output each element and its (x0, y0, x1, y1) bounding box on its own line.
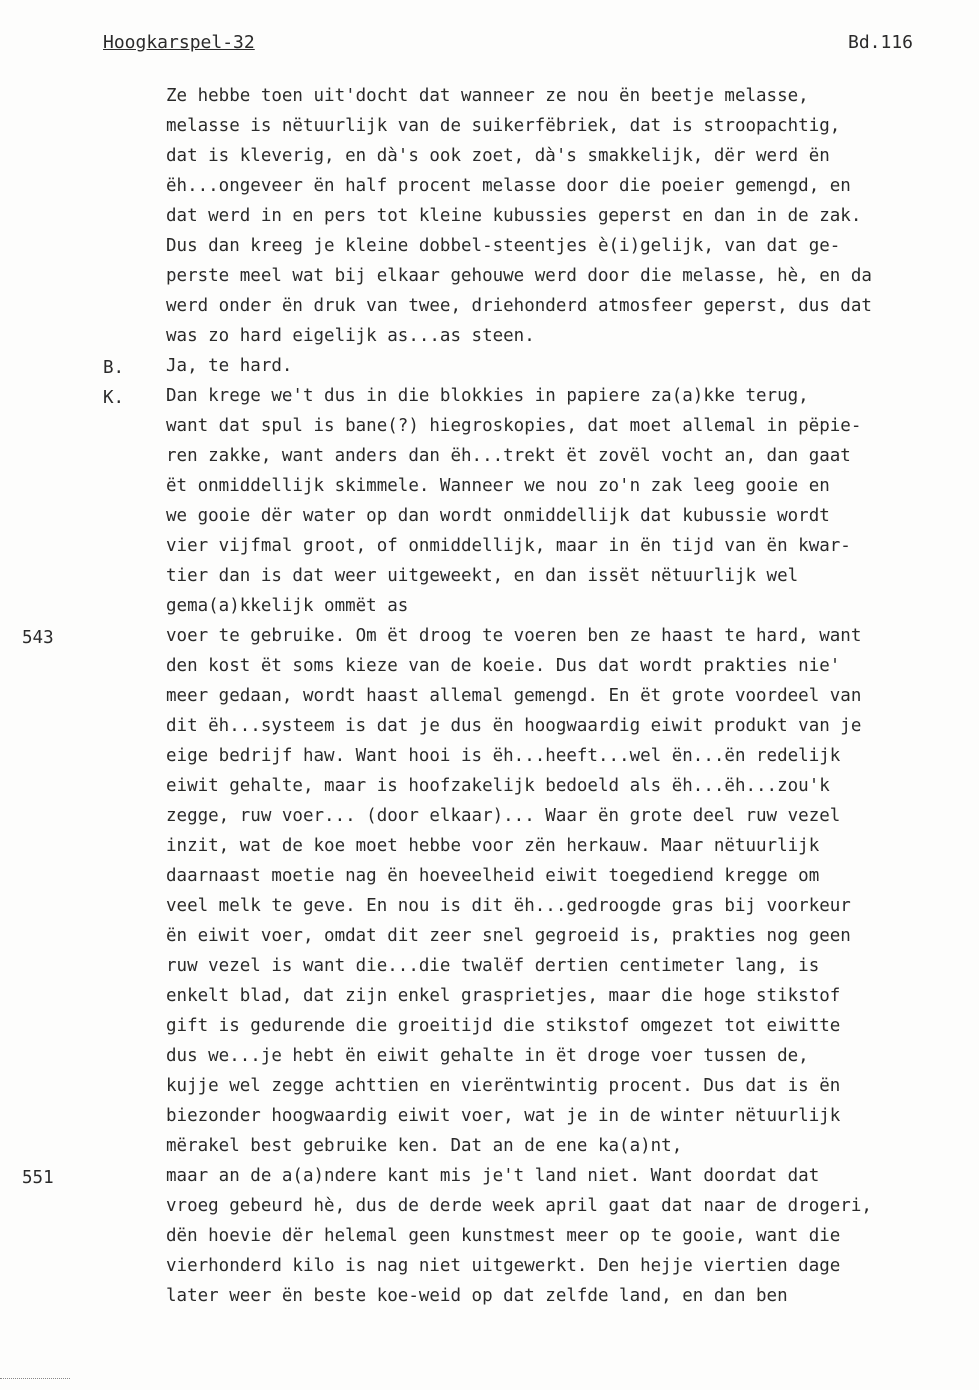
text-line: eige bedrijf haw. Want hooi is ëh...heeft...wel ën...ën redelijk (166, 746, 841, 766)
text-line: inzit, wat de koe moet hebbe voor zën herkauw. Maar nëtuurlijk (166, 836, 820, 856)
text-line: voer te gebruike. Om ët droog te voeren ben ze haast te hard, want (166, 626, 862, 646)
text-line: perste meel wat bij elkaar gehouwe werd door die melasse, hè, en da (166, 266, 872, 286)
text-line: ëh...ongeveer ën half procent melasse door die poeier gemengd, en (166, 176, 851, 196)
text-line: Dus dan kreeg je kleine dobbel-steentjes è(i)gelijk, van dat ge- (166, 236, 841, 256)
text-line: biezonder hoogwaardig eiwit voer, wat je in de winter nëtuurlijk (166, 1106, 841, 1126)
text-line: tier dan is dat weer uitgeweekt, en dan issët nëtuurlijk wel (166, 566, 799, 586)
text-line: zegge, ruw voer... (door elkaar)... Waar ën grote deel ruw vezel (166, 806, 841, 826)
text-line: den kost ët soms kieze van de koeie. Dus dat wordt prakties nie' (166, 656, 841, 676)
text-line: enkelt blad, dat zijn enkel grasprietjes, maar die hoge stikstof (166, 986, 841, 1006)
text-line: gema(a)kkelijk ommët as (166, 596, 409, 616)
text-line: gift is gedurende die groeitijd die stikstof omgezet tot eiwitte (166, 1016, 841, 1036)
text-line: eiwit gehalte, maar is hoofzakelijk bedoeld als ëh...ëh...zou'k (166, 776, 830, 796)
text-line: Ze hebbe toen uit'docht dat wanneer ze nou ën beetje melasse, (166, 86, 809, 106)
text-line: ren zakke, want anders dan ëh...trekt ët zovël vocht an, dan gaat (166, 446, 851, 466)
text-line: dën hoevie dër helemal geen kunstmest meer op te gooie, want die (166, 1226, 841, 1246)
text-line: Dan krege we't dus in die blokkies in papiere za(a)kke terug, (166, 386, 809, 406)
margin-number: 543 (22, 628, 54, 648)
text-line: Ja, te hard. (166, 356, 293, 376)
text-line: vier vijfmal groot, of onmiddellijk, maar in ën tijd van ën kwar- (166, 536, 851, 556)
text-line: want dat spul is bane(?) hiegroskopies, dat moet allemal in pëpie- (166, 416, 862, 436)
text-line: ën eiwit voer, omdat dit zeer snel gegroeid is, prakties nog geen (166, 926, 851, 946)
text-line: melasse is nëtuurlijk van de suikerfëbriek, dat is stroopachtig, (166, 116, 841, 136)
text-line: daarnaast moetie nag ën hoeveelheid eiwit toegediend kregge om (166, 866, 820, 886)
text-line: ruw vezel is want die...die twalëf dertien centimeter lang, is (166, 956, 820, 976)
text-line: vroeg gebeurd hè, dus de derde week april gaat dat naar de drogeri, (166, 1196, 872, 1216)
footer-divider (0, 1378, 70, 1379)
page-header-title: Hoogkarspel-32 (103, 32, 255, 53)
text-line: dit ëh...systeem is dat je dus ën hoogwaardig eiwit produkt van je (166, 716, 862, 736)
text-line: we gooie dër water op dan wordt onmiddellijk dat kubussie wordt (166, 506, 830, 526)
text-line: mërakel best gebruike ken. Dat an de ene ka(a)nt, (166, 1136, 683, 1156)
speaker-label-b: B. (103, 358, 125, 378)
text-line: was zo hard eigelijk as...as steen. (166, 326, 535, 346)
text-line: dus we...je hebt ën eiwit gehalte in ët droge voer tussen de, (166, 1046, 809, 1066)
text-line: werd onder ën druk van twee, driehonderd atmosfeer geperst, dus dat (166, 296, 872, 316)
page-header-volume: Bd.116 (848, 32, 914, 53)
text-line: maar an de a(a)ndere kant mis je't land niet. Want doordat dat (166, 1166, 820, 1186)
text-line: meer gedaan, wordt haast allemal gemengd. En ët grote voordeel van (166, 686, 862, 706)
text-line: veel melk te geve. En nou is dit ëh...gedroogde gras bij voorkeur (166, 896, 851, 916)
margin-number: 551 (22, 1168, 54, 1188)
speaker-label-k: K. (103, 388, 125, 408)
text-line: dat werd in en pers tot kleine kubussies geperst en dan in de zak. (166, 206, 862, 226)
text-line: ët onmiddellijk skimmele. Wanneer we nou zo'n zak leeg gooie en (166, 476, 830, 496)
text-line: later weer ën beste koe-weid op dat zelfde land, en dan ben (166, 1286, 788, 1306)
text-line: vierhonderd kilo is nag niet uitgewerkt. Den hejje viertien dage (166, 1256, 841, 1276)
text-line: dat is kleverig, en dà's ook zoet, dà's smakkelijk, dër werd ën (166, 146, 830, 166)
text-line: kujje wel zegge achttien en vierëntwintig procent. Dus dat is ën (166, 1076, 841, 1096)
